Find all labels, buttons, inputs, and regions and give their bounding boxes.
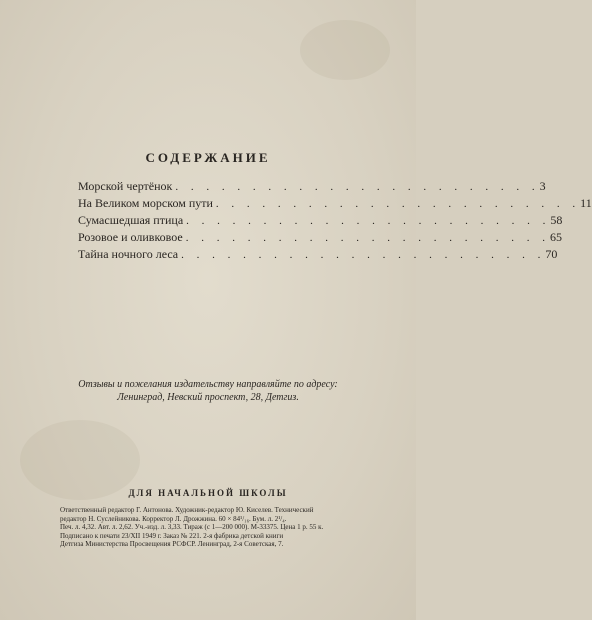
- imprint-line: редактор Н. Суслейникова. Корректор Л. Дрожжина. 60 × 84¹/₁₆. Бум. л. 2¹/₄.: [60, 514, 287, 523]
- feedback-line: Отзывы и пожелания издательству направляйте по адресу:: [78, 379, 338, 390]
- series-label: ДЛЯ НАЧАЛЬНОЙ ШКОЛЫ: [128, 488, 288, 498]
- imprint-line: Детгиза Министерства Просвещения РСФСР. Ленинград, 2-я Советская, 7.: [60, 540, 284, 549]
- paper-stain: [300, 20, 390, 80]
- toc-entry: [78, 195, 592, 212]
- table-of-contents: [78, 178, 592, 263]
- toc-entry: [78, 229, 562, 246]
- contents-heading: СОДЕРЖАНИЕ: [145, 150, 271, 165]
- toc-entry-title: Морской чертёнок: [78, 179, 173, 193]
- toc-leader-dots: . . . . . . . . . . . . . . . . . . . . . . . .: [215, 198, 581, 210]
- toc-entry-page: 70: [545, 247, 558, 261]
- imprint-line: Подписано к печати 23/XII 1949 г. Заказ № 221. 2-я фабрика детской книги: [60, 531, 284, 540]
- toc-leader-dots: . . . . . . . . . . . . . . . . . . . . . . . .: [181, 249, 546, 261]
- toc-entry-page: 3: [539, 179, 546, 193]
- toc-entry: [78, 178, 546, 195]
- toc-leader-dots: . . . . . . . . . . . . . . . . . . . . . . . .: [185, 232, 550, 244]
- toc-entry: [78, 246, 558, 263]
- toc-entry-page: 58: [550, 213, 563, 227]
- toc-leader-dots: . . . . . . . . . . . . . . . . . . . . . . . .: [186, 215, 551, 227]
- toc-entry-title: Розовое и оливковое: [78, 230, 183, 244]
- toc-entry: [78, 212, 563, 229]
- toc-entry-title: Тайна ночного леса: [78, 247, 179, 261]
- toc-entry-page: 11: [580, 196, 592, 210]
- toc-entry-page: 65: [549, 230, 562, 244]
- imprint-block: [60, 506, 385, 549]
- imprint-line: Печ. л. 4,32. Авт. л. 2,62. Уч.-изд. л. 3,33. Тираж (с 1—200 000). М-33375. Цена 1 р. 55 к.: [60, 523, 324, 532]
- toc-entry-title: Сумасшедшая птица: [78, 213, 184, 227]
- feedback-note: [0, 378, 416, 404]
- feedback-address: Ленинград, Невский проспект, 28, Детгиз.: [117, 392, 299, 403]
- imprint-line: Ответственный редактор Г. Антонова. Художник-редактор Ю. Киселев. Технический: [60, 506, 314, 514]
- toc-entry-title: На Великом морском пути: [78, 196, 213, 210]
- toc-leader-dots: . . . . . . . . . . . . . . . . . . . . . . . .: [175, 181, 540, 193]
